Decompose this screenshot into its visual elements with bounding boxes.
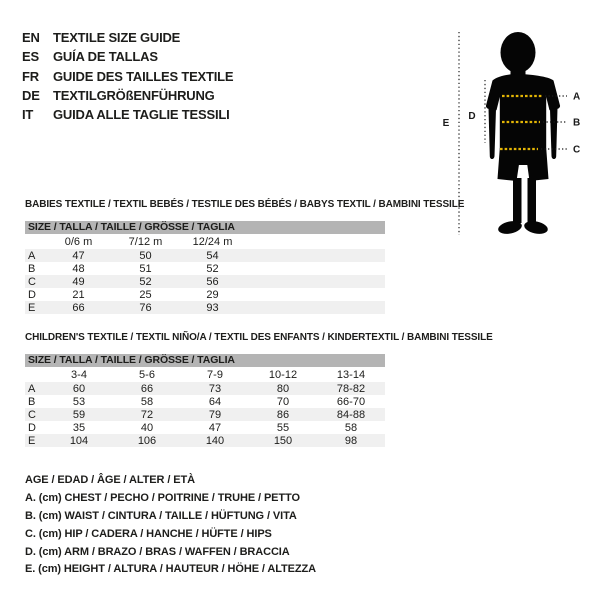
babies-section-title: BABIES TEXTILE / TEXTIL BEBÉS / TESTILE DES BÉBÉS / BABYS TEXTIL / BAMBINI TESSILE bbox=[25, 199, 465, 210]
cell: 78-82 bbox=[336, 382, 366, 395]
cell: 79 bbox=[208, 408, 222, 421]
row-label: E bbox=[28, 301, 36, 314]
cell: 48 bbox=[72, 262, 85, 275]
table-row bbox=[25, 382, 385, 395]
cell: 52 bbox=[206, 262, 219, 275]
language-code: DE bbox=[22, 88, 40, 104]
label-b: B bbox=[573, 117, 581, 129]
children-column-headers bbox=[25, 367, 385, 382]
language-title: GUIDE DES TAILLES TEXTILE bbox=[53, 68, 234, 84]
language-title: TEXTILE SIZE GUIDE bbox=[53, 30, 181, 46]
children-size-header-bar: SIZE / TALLA / TAILLE / GRÖSSE / TAGLIA bbox=[25, 354, 385, 367]
table-row bbox=[25, 262, 385, 275]
babies-size-header-bar: SIZE / TALLA / TAILLE / GRÖSSE / TAGLIA bbox=[25, 221, 385, 234]
cell: 55 bbox=[276, 421, 290, 434]
label-d: D bbox=[468, 111, 476, 122]
column-header: 7-9 bbox=[207, 368, 223, 381]
row-label: B bbox=[28, 262, 36, 275]
label-a: A bbox=[573, 91, 581, 103]
cell: 64 bbox=[208, 395, 222, 408]
cell: 66-70 bbox=[336, 395, 366, 408]
cell: 86 bbox=[276, 408, 290, 421]
cell: 40 bbox=[140, 421, 154, 434]
cell: 76 bbox=[139, 301, 152, 314]
children-section-title: CHILDREN'S TEXTILE / TEXTIL NIÑO/A / TEXTIL DES ENFANTS / KINDERTEXTIL / BAMBINI TESSILE bbox=[25, 332, 493, 343]
column-header: 12/24 m bbox=[192, 235, 233, 248]
cell: 98 bbox=[344, 434, 358, 447]
row-label: C bbox=[28, 275, 36, 288]
legend-item-height: E. (cm) HEIGHT / ALTURA / HAUTEUR / HÖHE / ALTEZZA bbox=[25, 563, 316, 576]
language-row-es bbox=[22, 47, 233, 66]
cell: 72 bbox=[140, 408, 154, 421]
cell: 140 bbox=[205, 434, 225, 447]
row-label: D bbox=[28, 288, 36, 301]
legend-item-chest: A. (cm) CHEST / PECHO / POITRINE / TRUHE / PETTO bbox=[25, 491, 300, 504]
cell: 53 bbox=[72, 395, 86, 408]
table-row bbox=[25, 434, 385, 447]
table-row bbox=[25, 249, 385, 262]
cell: 106 bbox=[137, 434, 157, 447]
child-silhouette bbox=[486, 32, 560, 236]
cell: 66 bbox=[72, 301, 85, 314]
cell: 93 bbox=[206, 301, 219, 314]
cell: 51 bbox=[139, 262, 152, 275]
language-title: GUÍA DE TALLAS bbox=[53, 49, 158, 65]
column-header: 3-4 bbox=[71, 368, 87, 381]
cell: 66 bbox=[140, 382, 154, 395]
row-label: E bbox=[28, 434, 36, 447]
language-row-en bbox=[22, 28, 233, 47]
column-header: 10-12 bbox=[268, 368, 298, 381]
language-code: EN bbox=[22, 30, 40, 46]
cell: 29 bbox=[206, 288, 219, 301]
row-label: B bbox=[28, 395, 36, 408]
cell: 50 bbox=[139, 249, 152, 262]
cell: 104 bbox=[69, 434, 89, 447]
column-header: 7/12 m bbox=[128, 235, 163, 248]
cell: 21 bbox=[72, 288, 85, 301]
language-row-it bbox=[22, 105, 233, 124]
language-code: FR bbox=[22, 68, 39, 84]
cell: 73 bbox=[208, 382, 222, 395]
legend-item-hip: C. (cm) HIP / CADERA / HANCHE / HÜFTE / HIPS bbox=[25, 527, 272, 540]
language-row-de bbox=[22, 86, 233, 105]
legend-age-line: AGE / EDAD / ÂGE / ALTER / ETÀ bbox=[25, 474, 195, 486]
cell: 70 bbox=[276, 395, 290, 408]
row-label: C bbox=[28, 408, 36, 421]
cell: 59 bbox=[72, 408, 86, 421]
legend-item-arm: D. (cm) ARM / BRAZO / BRAS / WAFFEN / BRACCIA bbox=[25, 545, 290, 558]
cell: 47 bbox=[72, 249, 85, 262]
cell: 84-88 bbox=[336, 408, 366, 421]
language-title: TEXTILGRÖßENFÜHRUNG bbox=[53, 88, 215, 104]
cell: 60 bbox=[72, 382, 86, 395]
row-label: A bbox=[28, 249, 36, 262]
cell: 52 bbox=[139, 275, 152, 288]
row-label: A bbox=[28, 382, 36, 395]
label-e: E bbox=[442, 118, 450, 129]
cell: 47 bbox=[208, 421, 222, 434]
cell: 58 bbox=[344, 421, 358, 434]
babies-column-headers bbox=[25, 234, 385, 249]
table-row bbox=[25, 275, 385, 288]
cell: 54 bbox=[206, 249, 219, 262]
table-row bbox=[25, 408, 385, 421]
language-code: ES bbox=[22, 49, 39, 65]
column-header: 0/6 m bbox=[64, 235, 93, 248]
cell: 49 bbox=[72, 275, 85, 288]
label-c: C bbox=[573, 144, 581, 156]
table-row bbox=[25, 288, 385, 301]
cell: 150 bbox=[273, 434, 293, 447]
cell: 35 bbox=[72, 421, 86, 434]
table-row bbox=[25, 395, 385, 408]
babies-size-table bbox=[25, 221, 385, 314]
measurement-legend bbox=[25, 472, 316, 579]
language-list bbox=[22, 28, 233, 124]
children-size-table bbox=[25, 354, 385, 447]
cell: 56 bbox=[206, 275, 219, 288]
column-header: 5-6 bbox=[139, 368, 155, 381]
row-label: D bbox=[28, 421, 36, 434]
language-code: IT bbox=[22, 107, 34, 123]
language-title: GUIDA ALLE TAGLIE TESSILI bbox=[53, 107, 230, 123]
table-row bbox=[25, 421, 385, 434]
legend-item-waist: B. (cm) WAIST / CINTURA / TAILLE / HÜFTUNG / VITA bbox=[25, 509, 297, 522]
cell: 58 bbox=[140, 395, 154, 408]
table-row bbox=[25, 301, 385, 314]
column-header: 13-14 bbox=[336, 368, 366, 381]
size-measurement-figure bbox=[430, 15, 600, 245]
language-row-fr bbox=[22, 67, 233, 86]
cell: 80 bbox=[276, 382, 290, 395]
cell: 25 bbox=[139, 288, 152, 301]
